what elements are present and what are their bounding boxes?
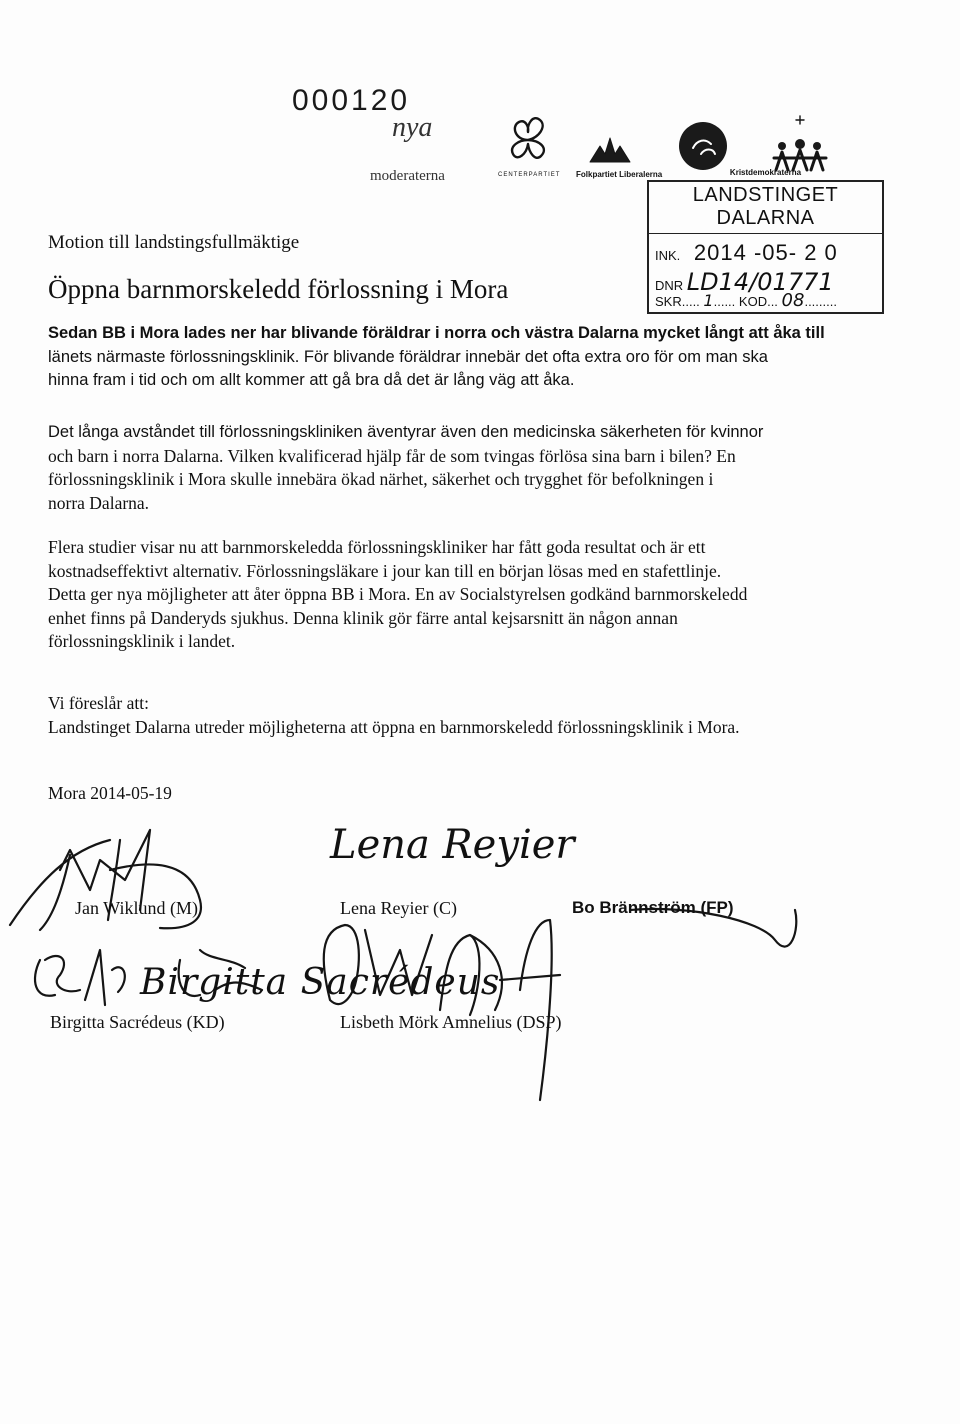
stamp-skr-row: SKR..... 1...... KOD... 08......... <box>655 290 837 311</box>
stamp-kod-value: 08 <box>781 290 805 311</box>
stamp-skr-label: SKR <box>655 294 682 309</box>
paragraph-2 <box>48 421 848 515</box>
stamp-kd-label: Kristdemokraterna <box>729 168 802 177</box>
stamp-dnr-label: DNR <box>655 278 684 293</box>
proposal-intro: Vi föreslår att: <box>48 693 149 713</box>
place-date: Mora 2014-05-19 <box>48 783 172 803</box>
motion-label: Motion till landstingsfullmäktige <box>48 232 300 253</box>
centerpartiet-logo-text: CENTERPARTIET <box>498 172 561 178</box>
centerpartiet-clover-icon <box>505 110 551 168</box>
p3-line-1: Flera studier visar nu att barnmorskeledda förlossningskliniker har fått goda resultat och är ett <box>48 537 706 557</box>
p3-line-5: förlossningsklinik i landet. <box>48 631 236 651</box>
signatory-lena-reyier: Lena Reyier (C) <box>340 898 457 918</box>
p1-line-1: Sedan BB i Mora lades ner har blivande föräldrar i norra och västra Dalarna mycket långt att åka till <box>48 324 825 342</box>
folkpartiet-logo-text: Folkpartiet Liberalerna <box>576 170 663 179</box>
p3-line-2: kostnadseffektivt alternativ. Förlossningsläkare i jour kan till en början lösas med en stafettlinje. <box>48 560 722 581</box>
stamp-dnr-value: LD14/01771 <box>686 268 834 296</box>
stamp-ink-label: INK. <box>655 248 681 263</box>
signatory-lisbeth-mork-amnelius: Lisbeth Mörk Amnelius (DSP) <box>340 1012 562 1032</box>
p2-line-3: förlossningsklinik i Mora skulle innebära ökad närhet, säkerhet och trygghet för befolkningen i <box>48 469 714 489</box>
p1-line-3: hinna fram i tid och om allt kommer att gå bra då det är lång väg att åka. <box>48 371 575 389</box>
p2-line-1: Det långa avståndet till förlossningskliniken äventyrar även den medicinska säkerheten för kvinnor <box>48 423 764 441</box>
proposal-section <box>48 692 848 739</box>
paragraph-3 <box>48 536 848 654</box>
stamp-ink-row <box>655 240 838 266</box>
document-number: 000120 <box>292 84 411 117</box>
registration-stamp <box>647 168 884 314</box>
stamp-skr-value: 1 <box>703 291 714 310</box>
p2-line-4: norra Dalarna. <box>48 492 150 513</box>
moderaterna-logo-text: moderaterna <box>370 168 445 184</box>
nya-script-logo: nya <box>392 112 433 143</box>
proposal-text: Landstinget Dalarna utreder möjligheterna att öppna en barnmorskeledd förlossningsklinik i Mora. <box>48 716 740 737</box>
paragraph-1 <box>48 322 848 393</box>
signature-lisbeth <box>324 920 560 1100</box>
p1-line-2: länets närmaste förlossningsklinik. För blivande föräldrar innebär det ofta extra oro för om man ska <box>48 347 768 366</box>
page-title: Öppna barnmorskeledd förlossning i Mora <box>48 274 509 304</box>
signatory-birgitta-sacredeus: Birgitta Sacrédeus (KD) <box>50 1012 225 1032</box>
handwritten-birgitta-signature: Birgitta Sacrédeus <box>140 962 501 1003</box>
stamp-ink-date: 2014 -05- 2 0 <box>693 240 838 265</box>
p2-line-2: och barn i norra Dalarna. Vilken kvalificerad hjälp får de som tvingas förlösa sina barn i bilen? En <box>48 445 736 466</box>
p3-line-4: enhet finns på Danderyds sjukhus. Denna klinik gör färre antal kejsarsnitt än någon annan <box>48 607 678 628</box>
kristdemokraterna-emblem-icon <box>675 118 731 174</box>
p3-line-3: Detta ger nya möjligheter att åter öppna BB i Mora. En av Socialstyrelsen godkänd barnmorskeledd <box>48 584 748 604</box>
folkpartiet-flower-icon <box>585 132 635 170</box>
handwritten-lena-signature: Lena Reyier <box>330 822 575 868</box>
signatory-jan-wiklund: Jan Wiklund (M) <box>75 898 198 918</box>
stamp-kod-label: KOD <box>738 294 768 309</box>
stamp-title: LANDSTINGET DALARNA <box>649 184 882 234</box>
signatory-bo-brannstrom: Bo Brännström (FP) <box>572 898 734 917</box>
